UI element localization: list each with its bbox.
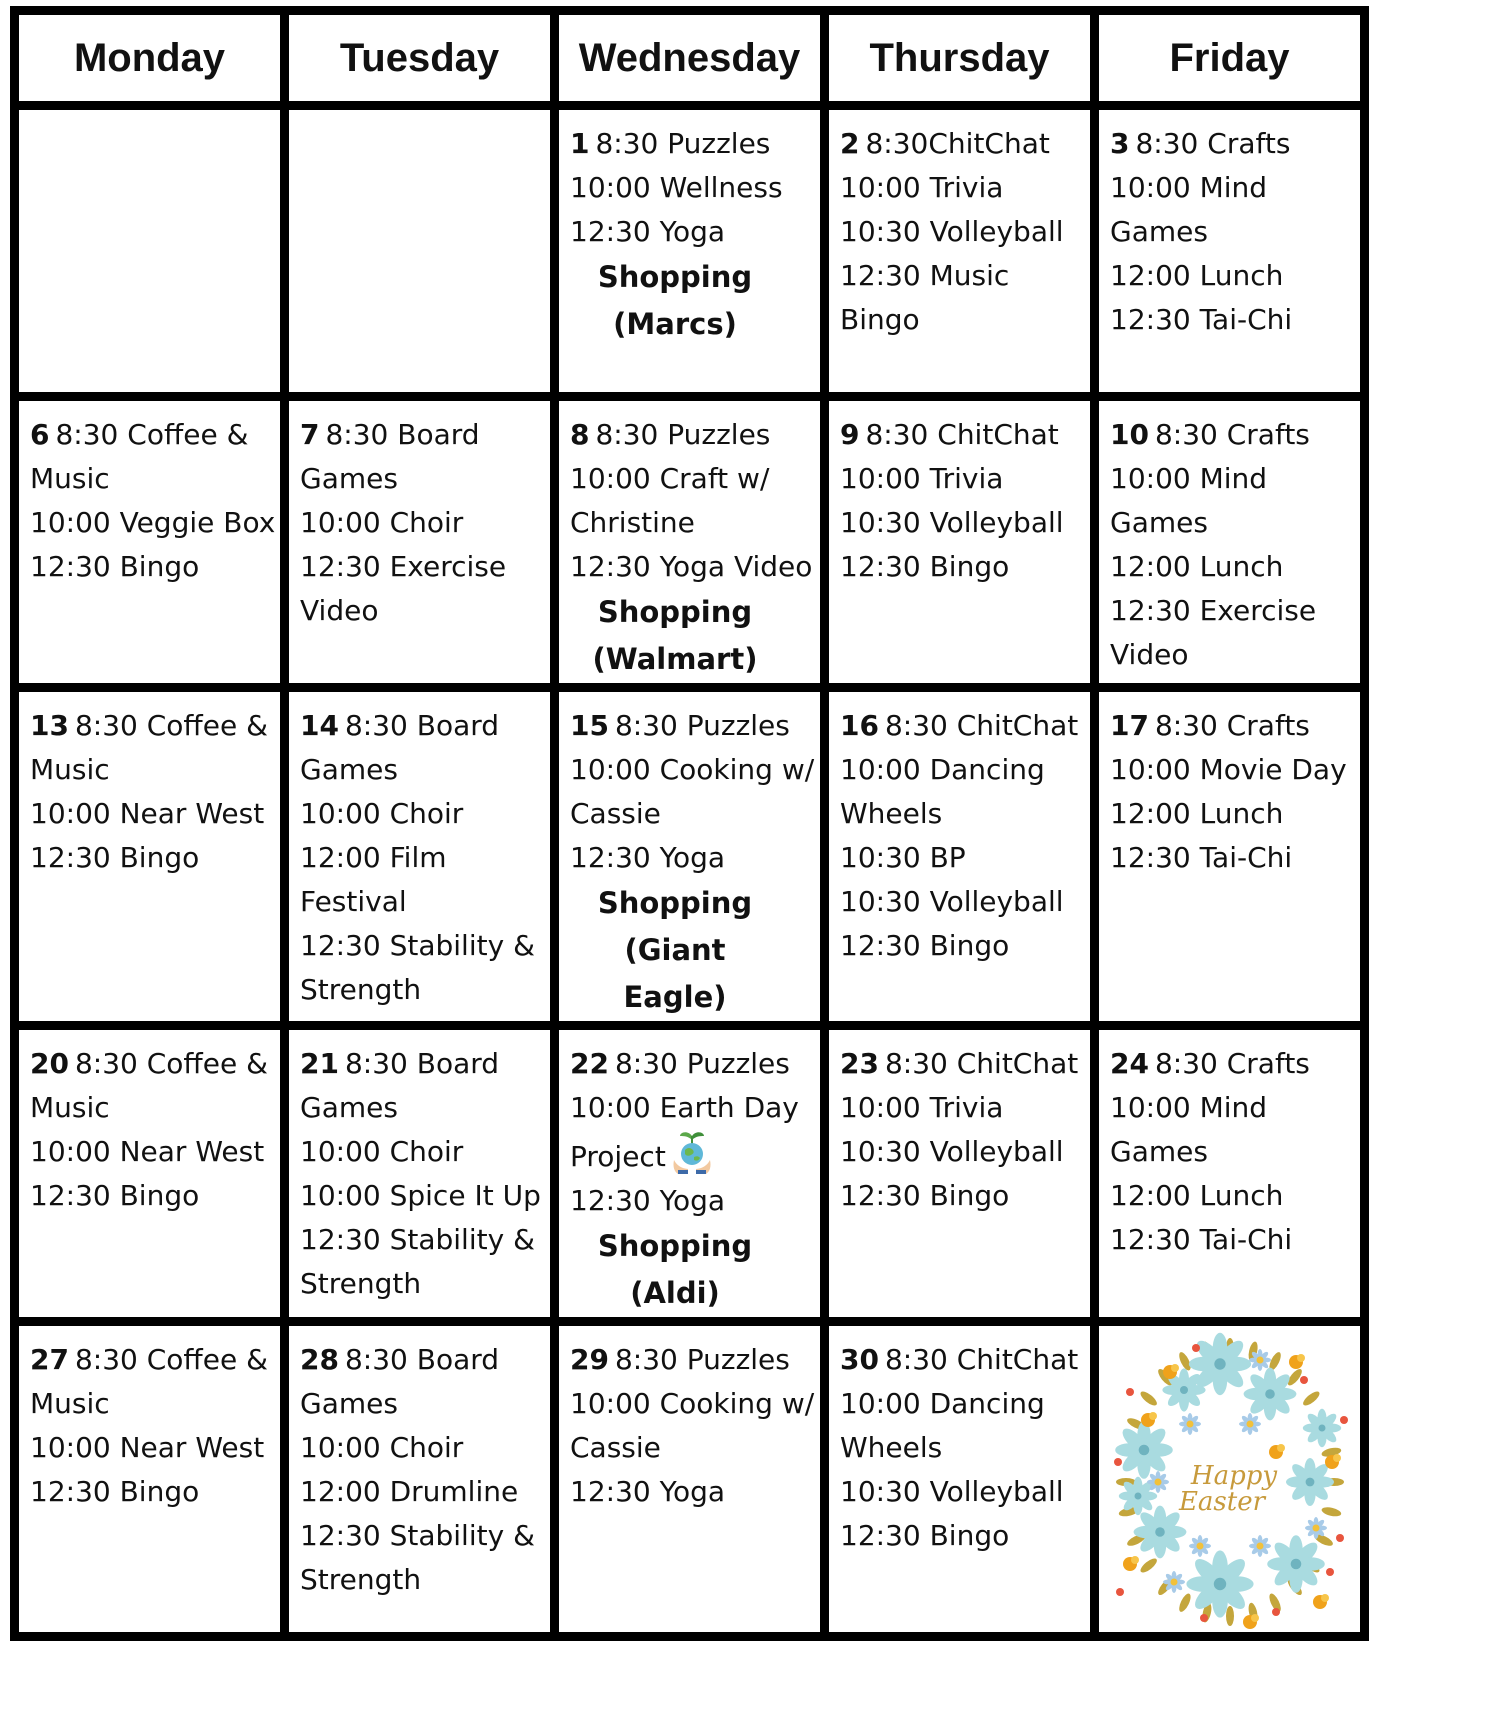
activity-text: 8:30 Puzzles [595, 418, 771, 451]
date-number: 30 [840, 1343, 879, 1376]
day-cell-tuesday [285, 1322, 555, 1637]
activity-line [1110, 122, 1360, 166]
date-number: 23 [840, 1047, 879, 1080]
activity-text: 8:30 Board Games [300, 1047, 500, 1124]
activity-line [1110, 704, 1360, 748]
day-cell-friday [1095, 397, 1365, 688]
activity-text: 10:30 Volleyball [840, 885, 1064, 918]
activity-text: 12:30 Bingo [840, 929, 1010, 962]
wreath-text: Easter [1178, 1487, 1265, 1517]
activity-line [30, 1130, 280, 1174]
activity-text: 12:30 Exercise Video [300, 550, 507, 627]
day-cell-tuesday [285, 1026, 555, 1322]
activity-line [1110, 298, 1360, 342]
activity-text: 8:30 Crafts [1154, 418, 1310, 451]
day-cell-content [289, 1326, 550, 1602]
activity-line [570, 1086, 820, 1179]
day-cell-content [829, 692, 1090, 968]
day-cell-content [1099, 401, 1360, 677]
activity-line [570, 748, 820, 836]
activity-line [300, 1470, 550, 1514]
day-cell-wednesday [555, 106, 825, 397]
day-cell-monday [15, 397, 285, 688]
header-wednesday: Wednesday [555, 11, 825, 106]
activity-line [840, 1470, 1090, 1514]
activity-text: 12:00 Lunch [1110, 259, 1284, 292]
day-cell-thursday [825, 688, 1095, 1026]
activity-line [840, 704, 1090, 748]
activity-line [570, 1338, 820, 1382]
activity-text: 10:30 BP [840, 841, 966, 874]
activity-line [840, 457, 1090, 501]
day-cell-content [559, 1326, 820, 1514]
activity-text: 8:30ChitChat [865, 127, 1050, 160]
activity-line [840, 1514, 1090, 1558]
activity-text: 8:30 Board Games [300, 418, 480, 495]
week-row [15, 106, 1365, 397]
activity-line [1110, 545, 1360, 589]
activity-line [570, 545, 820, 589]
activity-text: 10:00 Choir [300, 1135, 464, 1168]
week-row [15, 1322, 1365, 1637]
day-cell-content [1099, 692, 1360, 880]
activity-text: 12:30 Exercise Video [1110, 594, 1317, 671]
day-cell-content [289, 1030, 550, 1306]
activity-text: 10:00 Near West [30, 1135, 265, 1168]
activity-text: 10:00 Dancing Wheels [840, 753, 1045, 830]
day-cell-friday [1095, 1322, 1365, 1637]
activity-line [300, 1130, 550, 1174]
activity-text: 12:30 Bingo [30, 550, 200, 583]
activity-line [1110, 457, 1360, 545]
activity-text: 12:30 Music Bingo [840, 259, 1010, 336]
activity-text: 12:30 Stability & Strength [300, 1519, 535, 1596]
date-number: 14 [300, 709, 339, 742]
day-cell-wednesday [555, 1026, 825, 1322]
activity-text: 10:30 Volleyball [840, 215, 1064, 248]
day-cell-content [1099, 110, 1360, 342]
day-cell-thursday [825, 397, 1095, 688]
activity-line [300, 836, 550, 924]
shopping-store: (Walmart) [592, 642, 758, 676]
activity-line [840, 880, 1090, 924]
day-cell-monday [15, 106, 285, 397]
activity-line [840, 836, 1090, 880]
date-number: 28 [300, 1343, 339, 1376]
activity-line [300, 1042, 550, 1130]
date-number: 29 [570, 1343, 609, 1376]
weekday-header-row [15, 11, 1365, 106]
day-cell-wednesday [555, 1322, 825, 1637]
activity-line [840, 1086, 1090, 1130]
activity-line [570, 413, 820, 457]
activity-text: 8:30 ChitChat [884, 1343, 1079, 1376]
activity-line [840, 1130, 1090, 1174]
easter-wreath-icon [1100, 1332, 1360, 1632]
date-number: 8 [570, 418, 590, 451]
activity-text: 12:30 Stability & Strength [300, 1223, 535, 1300]
activity-text: 10:00 Mind Games [1110, 1091, 1268, 1168]
day-cell-content [1099, 1326, 1360, 1632]
day-cell-friday [1095, 106, 1365, 397]
shopping-store: (Giant Eagle) [623, 933, 727, 1014]
activity-line [30, 1174, 280, 1218]
activity-text: 10:00 Mind Games [1110, 462, 1268, 539]
activity-text: 8:30 ChitChat [884, 1047, 1079, 1080]
date-number: 10 [1110, 418, 1149, 451]
day-cell-content [19, 1030, 280, 1218]
activity-text: 10:00 Choir [300, 797, 464, 830]
activity-line [570, 210, 820, 254]
activity-line [300, 413, 550, 501]
activity-line [570, 1470, 820, 1514]
date-number: 1 [570, 127, 590, 160]
activity-text: 10:00 Near West [30, 797, 265, 830]
activity-text: 10:00 Choir [300, 506, 464, 539]
activity-line [570, 1179, 820, 1223]
day-cell-wednesday [555, 397, 825, 688]
activity-line [30, 1042, 280, 1130]
date-number: 7 [300, 418, 320, 451]
activity-text: 12:30 Tai-Chi [1110, 1223, 1293, 1256]
shopping-label: Shopping [597, 595, 753, 629]
activity-text: 8:30 Coffee & Music [30, 418, 249, 495]
activity-text: 12:30 Yoga Video [570, 550, 813, 583]
activity-text: 12:00 Drumline [300, 1475, 519, 1508]
activity-text: 12:30 Yoga [570, 1184, 726, 1217]
date-number: 2 [840, 127, 860, 160]
activity-line [1110, 748, 1360, 792]
activity-line [570, 122, 820, 166]
activity-line [30, 1426, 280, 1470]
header-tuesday: Tuesday [285, 11, 555, 106]
week-row [15, 1026, 1365, 1322]
day-cell-content [829, 1030, 1090, 1218]
activity-line [1110, 792, 1360, 836]
date-number: 17 [1110, 709, 1149, 742]
activity-line [30, 545, 280, 589]
activity-line [840, 254, 1090, 342]
header-monday: Monday [15, 11, 285, 106]
activity-text: 8:30 Puzzles [614, 1047, 790, 1080]
activity-text: 10:00 Wellness [570, 171, 783, 204]
activity-line [570, 1382, 820, 1470]
activity-text: 8:30 ChitChat [884, 709, 1079, 742]
day-cell-content [19, 401, 280, 589]
activity-text: 8:30 Board Games [300, 709, 500, 786]
day-cell-content [559, 110, 820, 348]
activity-text: 12:30 Bingo [840, 550, 1010, 583]
activity-line [30, 1470, 280, 1514]
activity-text: 8:30 Puzzles [595, 127, 771, 160]
activity-text: 12:30 Yoga [570, 841, 726, 874]
activity-line [570, 1042, 820, 1086]
earth-hands-icon [670, 1130, 714, 1174]
week-row [15, 688, 1365, 1026]
activity-text: 10:00 Cooking w/ Cassie [570, 1387, 815, 1464]
activity-text: 12:00 Lunch [1110, 550, 1284, 583]
activity-line [300, 1514, 550, 1602]
activity-text: 8:30 Puzzles [614, 709, 790, 742]
day-cell-tuesday [285, 397, 555, 688]
day-cell-content [19, 692, 280, 880]
activity-line [570, 704, 820, 748]
activity-text: 10:00 Earth Day Project [570, 1091, 799, 1173]
wreath-text: Happy [1190, 1461, 1277, 1491]
activity-text: 10:00 Near West [30, 1431, 265, 1464]
date-number: 3 [1110, 127, 1130, 160]
activity-line [1110, 166, 1360, 254]
activity-text: 12:30 Bingo [30, 1475, 200, 1508]
activity-line [840, 1338, 1090, 1382]
activity-line [300, 792, 550, 836]
activity-line [300, 1174, 550, 1218]
activity-text: 12:30 Tai-Chi [1110, 303, 1293, 336]
activity-line [300, 1218, 550, 1306]
activity-line [840, 1174, 1090, 1218]
shopping-store: (Aldi) [630, 1276, 720, 1310]
activity-line [1110, 413, 1360, 457]
activity-text: 12:30 Bingo [30, 1179, 200, 1212]
day-cell-content [559, 692, 820, 1021]
shopping-label: Shopping [597, 260, 753, 294]
day-cell-content [559, 401, 820, 683]
activity-text: 12:30 Bingo [840, 1519, 1010, 1552]
activity-text: 10:00 Spice It Up [300, 1179, 541, 1212]
date-number: 15 [570, 709, 609, 742]
activity-line [300, 704, 550, 792]
activity-line [840, 413, 1090, 457]
day-cell-content [829, 1326, 1090, 1558]
activity-line [1110, 254, 1360, 298]
activity-text: 8:30 Crafts [1135, 127, 1291, 160]
activity-text: 10:00 Trivia [840, 1091, 1004, 1124]
activity-line [840, 1382, 1090, 1470]
day-cell-wednesday [555, 688, 825, 1026]
date-number: 16 [840, 709, 879, 742]
activity-line [30, 413, 280, 501]
activity-text: 12:30 Yoga [570, 1475, 726, 1508]
activity-text: 12:00 Film Festival [300, 841, 447, 918]
activity-line [840, 924, 1090, 968]
day-cell-content [829, 110, 1090, 342]
activity-text: 12:30 Yoga [570, 215, 726, 248]
activity-text: 8:30 Coffee & Music [30, 1047, 268, 1124]
activity-text: 10:30 Volleyball [840, 1475, 1064, 1508]
calendar-grid [10, 6, 1369, 1641]
day-cell-monday [15, 1322, 285, 1637]
day-cell-content [19, 110, 280, 122]
activity-text: 8:30 Puzzles [614, 1343, 790, 1376]
easter-graphic [1099, 1326, 1360, 1632]
activity-text: 12:30 Bingo [30, 841, 200, 874]
activity-text: 10:00 Cooking w/ Cassie [570, 753, 815, 830]
shopping-store: (Marcs) [613, 307, 737, 341]
day-cell-thursday [825, 106, 1095, 397]
header-thursday: Thursday [825, 11, 1095, 106]
activity-line [1110, 589, 1360, 677]
activity-line [570, 457, 820, 545]
day-cell-content [289, 692, 550, 1012]
activity-line [1110, 836, 1360, 880]
date-number: 21 [300, 1047, 339, 1080]
activity-line [300, 924, 550, 1012]
activity-line [300, 1426, 550, 1470]
activity-text: 8:30 Crafts [1154, 1047, 1310, 1080]
activity-line [300, 501, 550, 545]
day-cell-thursday [825, 1026, 1095, 1322]
day-cell-content [289, 110, 550, 122]
activity-text: 8:30 Crafts [1154, 709, 1310, 742]
activity-text: 10:00 Movie Day [1110, 753, 1347, 786]
activity-text: 10:00 Trivia [840, 462, 1004, 495]
activity-text: 10:30 Volleyball [840, 1135, 1064, 1168]
activity-line [300, 1338, 550, 1426]
activity-line [30, 1338, 280, 1426]
activity-line [300, 545, 550, 633]
header-friday: Friday [1095, 11, 1365, 106]
activity-text: 10:00 Veggie Box [30, 506, 276, 539]
activity-line [30, 501, 280, 545]
day-cell-tuesday [285, 106, 555, 397]
activity-line [30, 792, 280, 836]
activity-text: 10:00 Mind Games [1110, 171, 1268, 248]
activity-text: 8:30 Coffee & Music [30, 1343, 268, 1420]
activity-text: 12:30 Tai-Chi [1110, 841, 1293, 874]
date-number: 20 [30, 1047, 69, 1080]
week-row [15, 397, 1365, 688]
activity-text: 12:00 Lunch [1110, 797, 1284, 830]
shopping-label: Shopping [597, 886, 753, 920]
date-number: 6 [30, 418, 50, 451]
activity-line [30, 704, 280, 792]
activity-text: 8:30 Coffee & Music [30, 709, 268, 786]
activity-line [1110, 1174, 1360, 1218]
activity-line [840, 501, 1090, 545]
day-cell-content [1099, 1030, 1360, 1262]
activity-line [840, 545, 1090, 589]
activity-line [30, 836, 280, 880]
day-cell-monday [15, 1026, 285, 1322]
date-number: 22 [570, 1047, 609, 1080]
day-cell-tuesday [285, 688, 555, 1026]
activity-text: 10:30 Volleyball [840, 506, 1064, 539]
activity-line [840, 166, 1090, 210]
day-cell-content [19, 1326, 280, 1514]
shopping-label: Shopping [597, 1229, 753, 1263]
activity-line [1110, 1086, 1360, 1174]
activity-line [1110, 1218, 1360, 1262]
day-cell-content [559, 1030, 820, 1317]
activity-line [570, 836, 820, 880]
day-cell-friday [1095, 688, 1365, 1026]
activity-text: 10:00 Dancing Wheels [840, 1387, 1045, 1464]
activity-line [840, 122, 1090, 166]
activity-line [840, 1042, 1090, 1086]
activity-text: 12:00 Lunch [1110, 1179, 1284, 1212]
activity-text: 12:30 Bingo [840, 1179, 1010, 1212]
activity-line [570, 166, 820, 210]
activity-text: 8:30 ChitChat [865, 418, 1059, 451]
date-number: 9 [840, 418, 860, 451]
day-cell-thursday [825, 1322, 1095, 1637]
activity-line [840, 748, 1090, 836]
activity-line [1110, 1042, 1360, 1086]
activity-line [840, 210, 1090, 254]
day-cell-friday [1095, 1026, 1365, 1322]
activity-text: 12:30 Stability & Strength [300, 929, 535, 1006]
day-cell-content [289, 401, 550, 633]
activity-text: 10:00 Choir [300, 1431, 464, 1464]
activity-text: 10:00 Craft w/ Christine [570, 462, 770, 539]
date-number: 27 [30, 1343, 69, 1376]
day-cell-monday [15, 688, 285, 1026]
date-number: 24 [1110, 1047, 1149, 1080]
day-cell-content [829, 401, 1090, 589]
date-number: 13 [30, 709, 69, 742]
activity-text: 10:00 Trivia [840, 171, 1004, 204]
activity-text: 8:30 Board Games [300, 1343, 500, 1420]
